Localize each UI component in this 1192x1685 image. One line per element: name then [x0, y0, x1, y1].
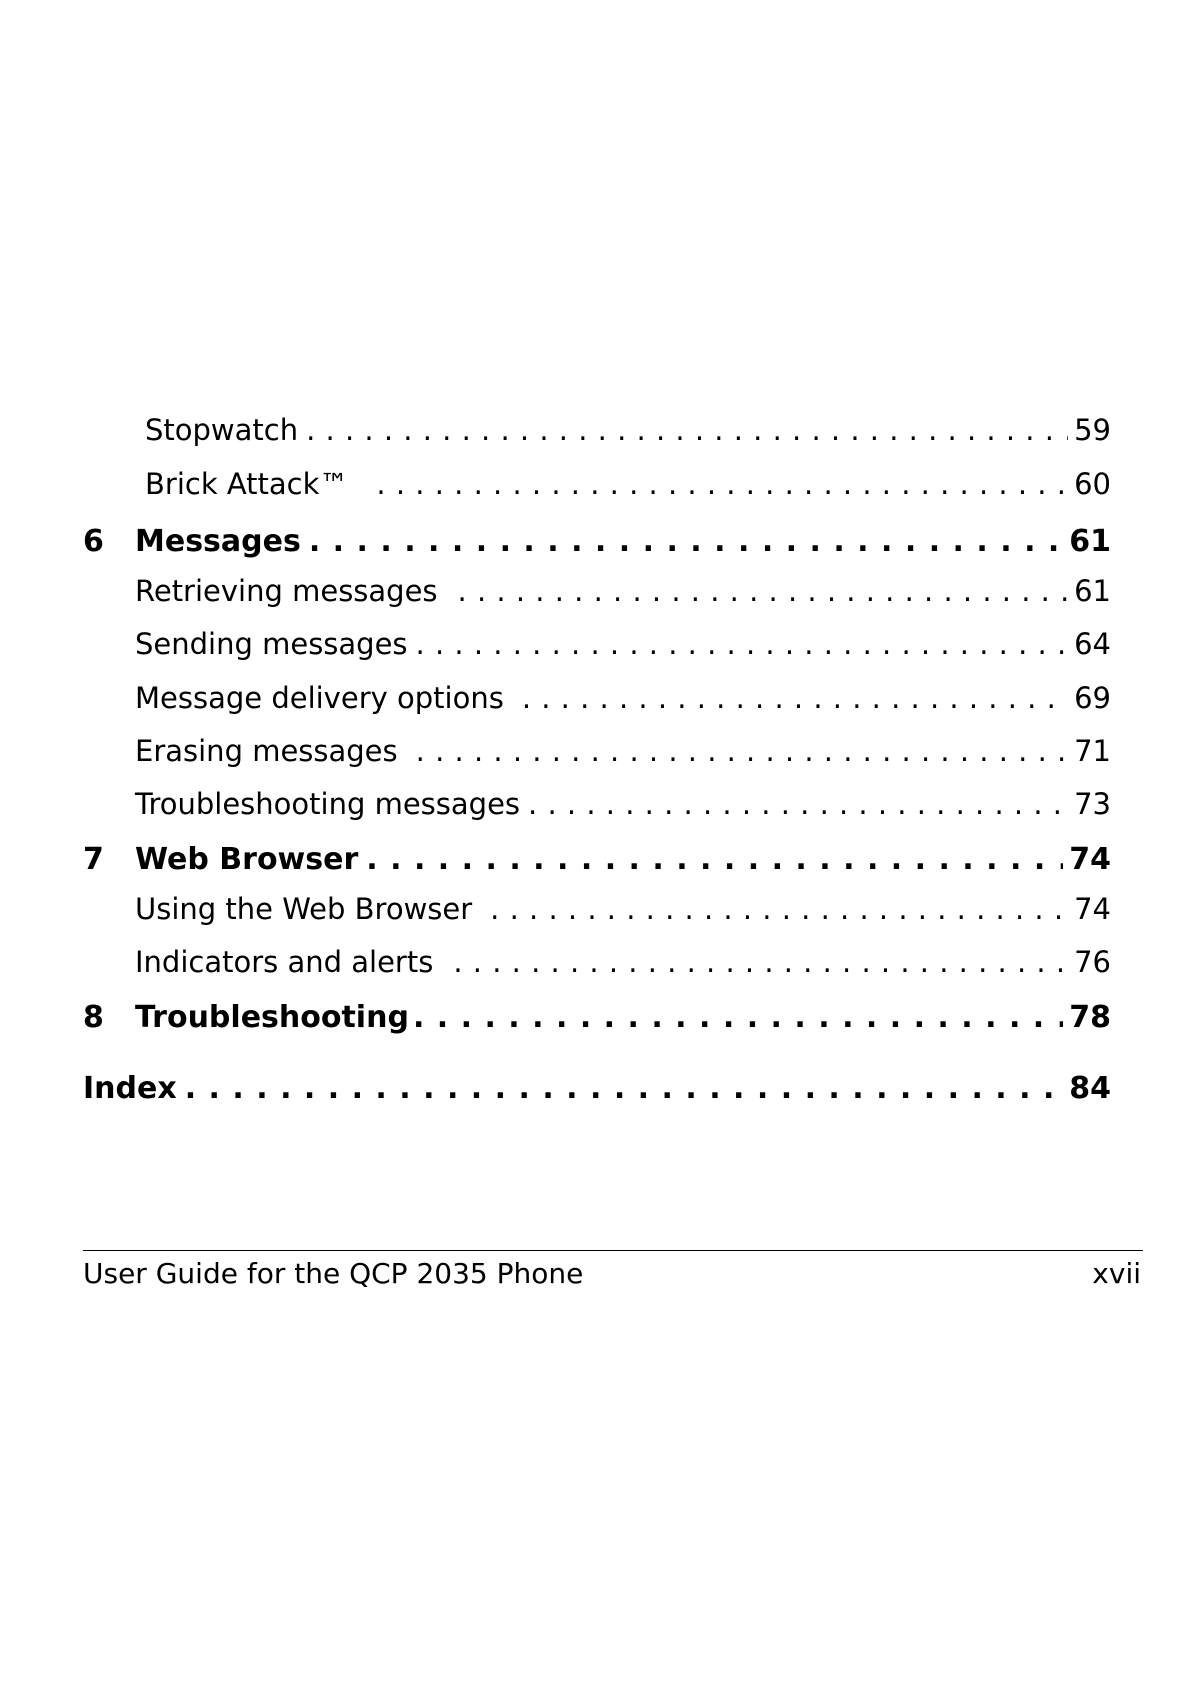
toc-leader-dots — [458, 574, 1069, 608]
toc-chapter-messages[interactable] — [83, 519, 1111, 559]
toc-leader-dots — [416, 734, 1068, 768]
toc-entry-page: 69 — [1074, 681, 1111, 715]
toc-entry-brick-attack[interactable] — [83, 461, 1111, 501]
toc-leader-dots — [522, 681, 1068, 715]
toc-leader-dots — [185, 1071, 1064, 1106]
toc-chapter-page: 61 — [1069, 524, 1111, 559]
toc-chapter-title: Web Browser — [135, 842, 359, 877]
toc-entry-title: Brick Attack™ — [145, 467, 349, 501]
toc-leader-dots — [309, 524, 1063, 559]
toc-chapter-number: 8 — [83, 1000, 104, 1035]
toc-entry-sending-messages[interactable] — [83, 621, 1111, 661]
toc-entry-page: 60 — [1074, 467, 1111, 501]
toc-chapter-title: Messages — [135, 524, 301, 559]
toc-entry-page: 59 — [1074, 413, 1111, 447]
toc-entry-title: Stopwatch — [145, 413, 299, 447]
toc-chapter-number: 6 — [83, 524, 104, 559]
toc-chapter-index[interactable] — [83, 1066, 1111, 1106]
toc-leader-dots — [376, 467, 1068, 501]
footer-document-title: User Guide for the QCP 2035 Phone — [83, 1257, 584, 1290]
toc-leader-dots — [528, 787, 1068, 821]
toc-entry-page: 71 — [1074, 734, 1111, 768]
toc-entry-page: 76 — [1074, 945, 1111, 979]
toc-entry-title: Troubleshooting messages — [135, 787, 521, 821]
toc-entry-page: 74 — [1074, 892, 1111, 926]
toc-entry-title: Using the Web Browser — [135, 892, 473, 926]
toc-chapter-troubleshooting[interactable] — [83, 995, 1111, 1035]
toc-entry-retrieving-messages[interactable] — [83, 568, 1111, 608]
toc-entry-title: Indicators and alerts — [135, 945, 434, 979]
toc-entry-title: Retrieving messages — [135, 574, 438, 608]
toc-chapter-page: 84 — [1069, 1071, 1111, 1106]
toc-chapter-web-browser[interactable] — [83, 837, 1111, 877]
toc-entry-troubleshooting-messages[interactable] — [83, 781, 1111, 821]
toc-chapter-page: 74 — [1069, 842, 1111, 877]
toc-entry-message-delivery-options[interactable] — [83, 675, 1111, 715]
toc-chapter-number: 7 — [83, 842, 104, 877]
footer-divider — [83, 1250, 1143, 1251]
toc-entry-erasing-messages[interactable] — [83, 728, 1111, 768]
toc-chapter-page: 78 — [1069, 1000, 1111, 1035]
toc-leader-dots — [306, 413, 1068, 447]
toc-entry-using-the-web-browser[interactable] — [83, 886, 1111, 926]
toc-leader-dots — [490, 892, 1068, 926]
toc-leader-dots — [366, 842, 1063, 877]
toc-entry-page: 64 — [1074, 627, 1111, 661]
toc-entry-title: Sending messages — [135, 627, 408, 661]
toc-entry-title: Message delivery options — [135, 681, 504, 715]
toc-leader-dots — [413, 1000, 1063, 1035]
toc-leader-dots — [453, 945, 1068, 979]
toc-entry-page: 73 — [1074, 787, 1111, 821]
toc-chapter-title: Index — [83, 1071, 177, 1106]
toc-leader-dots — [416, 627, 1069, 661]
toc-chapter-title: Troubleshooting — [135, 1000, 409, 1035]
toc-entry-title: Erasing messages — [135, 734, 398, 768]
footer-page-number: xvii — [1092, 1257, 1141, 1290]
toc-entry-page: 61 — [1074, 574, 1111, 608]
toc-entry-indicators-and-alerts[interactable] — [83, 939, 1111, 979]
toc-entry-stopwatch[interactable] — [83, 407, 1111, 447]
